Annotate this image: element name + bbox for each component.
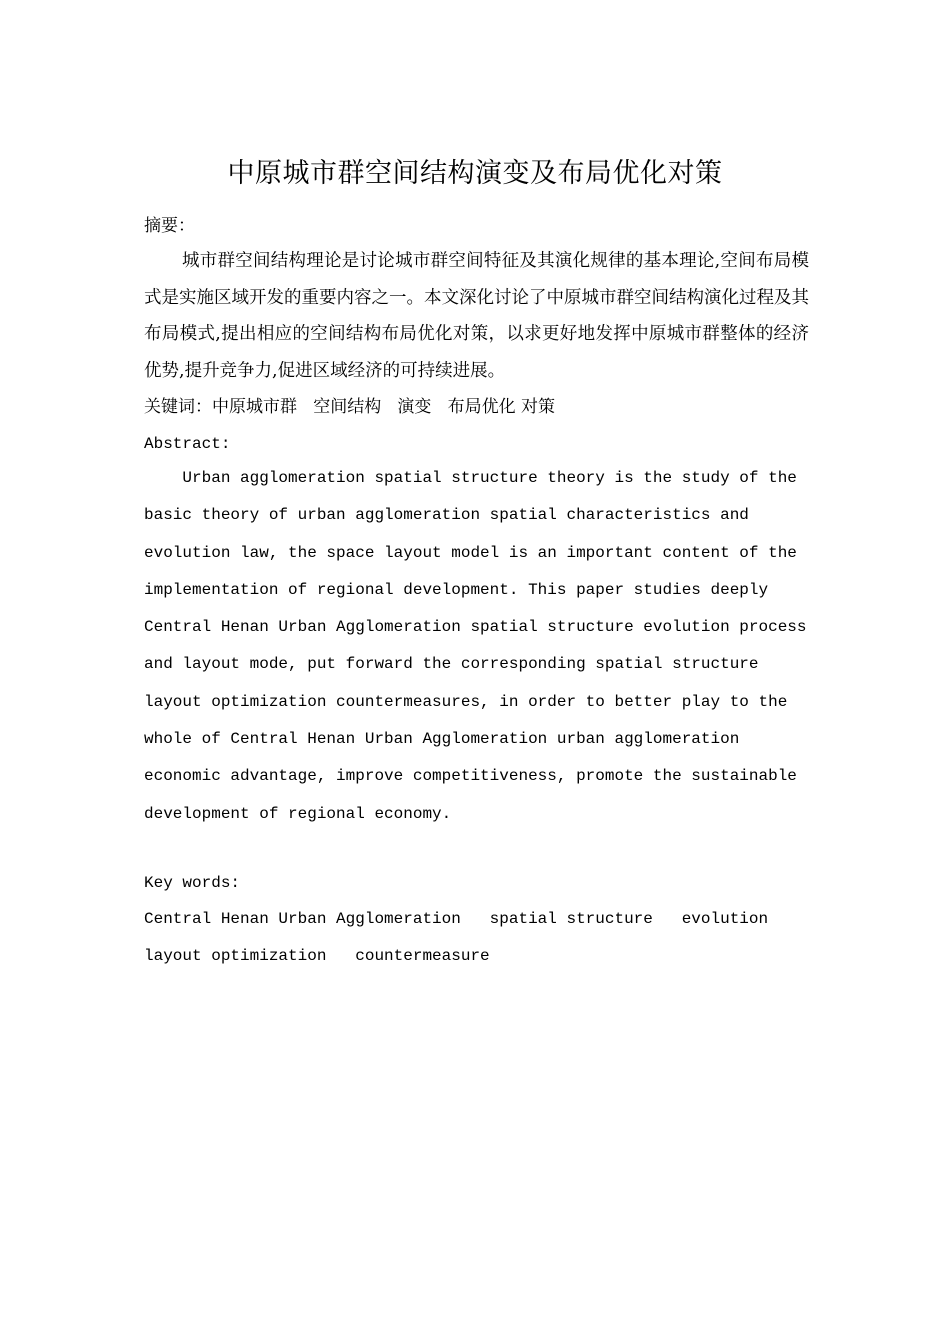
cn-keywords-value: 中原城市群 空间结构 演变 布局优化 对策 <box>212 397 556 417</box>
en-keywords-label: Key words: <box>144 874 241 892</box>
cn-keywords <box>144 395 555 419</box>
en-abstract-body <box>144 464 824 837</box>
en-abstract-line: implementation of regional development. This paper studies deeply <box>144 580 769 599</box>
cn-keywords-label: 关键词： <box>144 397 212 417</box>
en-abstract-line: layout optimization countermeasures, in order to better play to the <box>144 692 788 711</box>
en-abstract-line: economic advantage, improve competitiveness, promote the sustainable <box>144 767 797 786</box>
en-keywords-line: layout optimization countermeasure <box>144 947 490 966</box>
en-abstract-line: and layout mode, put forward the corresponding spatial structure <box>144 655 759 674</box>
en-abstract-label: Abstract: <box>144 435 231 453</box>
cn-abstract-body: 城市群空间结构理论是讨论城市群空间特征及其演化规律的基本理论,空间布局模式是实施区域开发的重要内容之一。本文深化讨论了中原城市群空间结构演化过程及其布局模式,提出相应的空间结构布局优化对策，以求更好地发挥中原城市群整体的经济优势,提升竞争力,促进区域经济的可持续进展。 <box>144 251 809 381</box>
cn-abstract-label: 摘要： <box>144 216 195 236</box>
page-title: 中原城市群空间结构演变及布局优化对策 <box>227 158 723 189</box>
en-abstract-line: whole of Central Henan Urban Agglomeration urban agglomeration <box>144 730 740 749</box>
en-keywords-line: Central Henan Urban Agglomeration spatial structure evolution <box>144 910 769 928</box>
en-abstract-line: Urban agglomeration spatial structure theory is the study of the <box>144 469 797 487</box>
en-abstract-line: Central Henan Urban Agglomeration spatial structure evolution process <box>144 618 807 637</box>
en-abstract-line: development of regional economy. <box>144 804 452 823</box>
en-abstract-line: basic theory of urban agglomeration spatial characteristics and <box>144 506 749 525</box>
en-abstract-line: evolution law, the space layout model is an important content of the <box>144 543 797 562</box>
en-keywords-list <box>144 905 768 980</box>
